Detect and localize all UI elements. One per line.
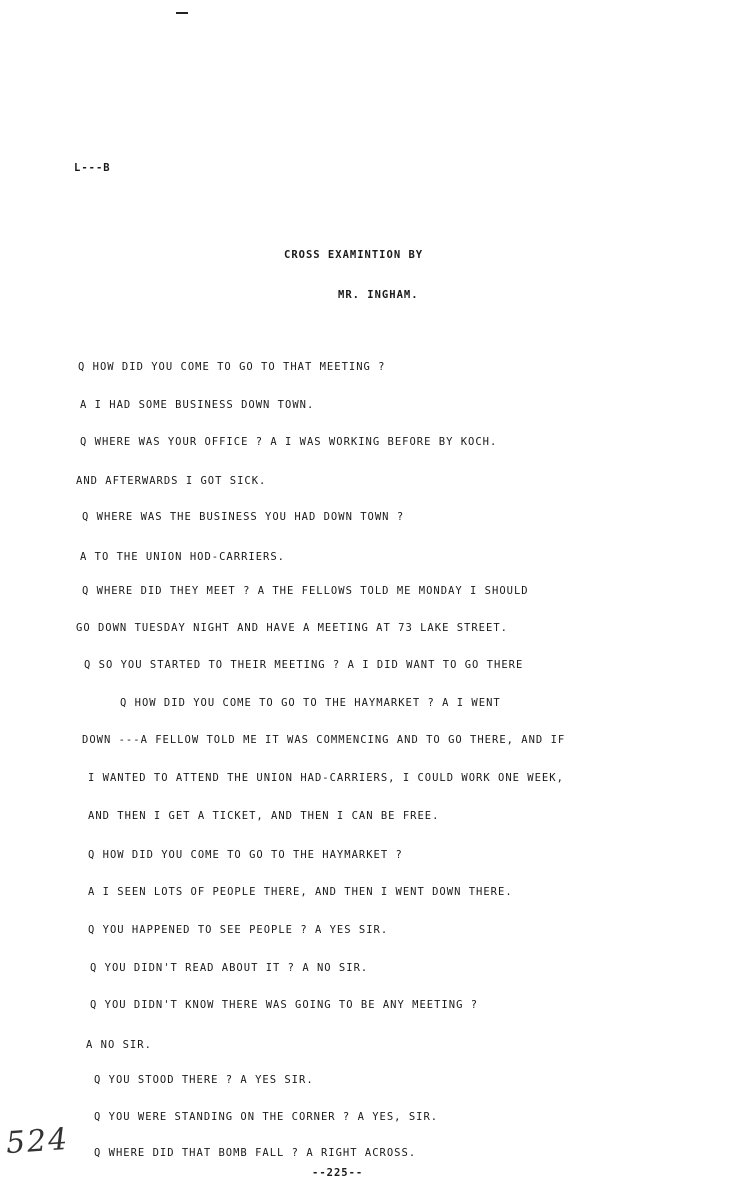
transcript-line: Q YOU DIDN'T KNOW THERE WAS GOING TO BE ANY MEETING ? xyxy=(90,999,479,1011)
heading-examiner: MR. INGHAM. xyxy=(338,289,419,301)
transcript-line: A I SEEN LOTS OF PEOPLE THERE, AND THEN I WENT DOWN THERE. xyxy=(88,886,513,898)
page-ref: L---B xyxy=(74,162,111,174)
transcript-line: Q WHERE DID THEY MEET ? A THE FELLOWS TOLD ME MONDAY I SHOULD xyxy=(82,585,529,597)
top-mark xyxy=(176,12,188,14)
transcript-line: Q WHERE DID THAT BOMB FALL ? A RIGHT ACROSS. xyxy=(94,1147,417,1159)
transcript-line: Q YOU WERE STANDING ON THE CORNER ? A YES, SIR. xyxy=(94,1111,439,1123)
transcript-line: AND AFTERWARDS I GOT SICK. xyxy=(76,475,267,487)
transcript-line: Q YOU DIDN'T READ ABOUT IT ? A NO SIR. xyxy=(90,962,369,974)
transcript-line: Q WHERE WAS THE BUSINESS YOU HAD DOWN TOWN ? xyxy=(82,511,405,523)
transcript-line: Q YOU STOOD THERE ? A YES SIR. xyxy=(94,1074,314,1086)
transcript-line: Q HOW DID YOU COME TO GO TO THE HAYMARKET ? A I WENT xyxy=(120,697,501,709)
handwritten-margin-number: 524 xyxy=(4,1121,71,1162)
transcript-line: Q HOW DID YOU COME TO GO TO THE HAYMARKET ? xyxy=(88,849,403,861)
page-number: --225-- xyxy=(312,1167,364,1179)
transcript-line: Q SO YOU STARTED TO THEIR MEETING ? A I DID WANT TO GO THERE xyxy=(84,659,524,671)
transcript-line: Q YOU HAPPENED TO SEE PEOPLE ? A YES SIR. xyxy=(88,924,389,936)
transcript-line: AND THEN I GET A TICKET, AND THEN I CAN BE FREE. xyxy=(88,810,440,822)
transcript-line: A I HAD SOME BUSINESS DOWN TOWN. xyxy=(80,399,315,411)
transcript-line: DOWN ---A FELLOW TOLD ME IT WAS COMMENCING AND TO GO THERE, AND IF xyxy=(82,734,566,746)
transcript-line: Q HOW DID YOU COME TO GO TO THAT MEETING ? xyxy=(78,361,386,373)
transcript-line: A TO THE UNION HOD-CARRIERS. xyxy=(80,551,286,563)
transcript-line: Q WHERE WAS YOUR OFFICE ? A I WAS WORKING BEFORE BY KOCH. xyxy=(80,436,498,448)
transcript-line: I WANTED TO ATTEND THE UNION HAD-CARRIERS, I COULD WORK ONE WEEK, xyxy=(88,772,564,784)
heading-title: CROSS EXAMINTION BY xyxy=(284,249,424,261)
transcript-line: GO DOWN TUESDAY NIGHT AND HAVE A MEETING AT 73 LAKE STREET. xyxy=(76,622,508,634)
transcript-line: A NO SIR. xyxy=(86,1039,152,1051)
